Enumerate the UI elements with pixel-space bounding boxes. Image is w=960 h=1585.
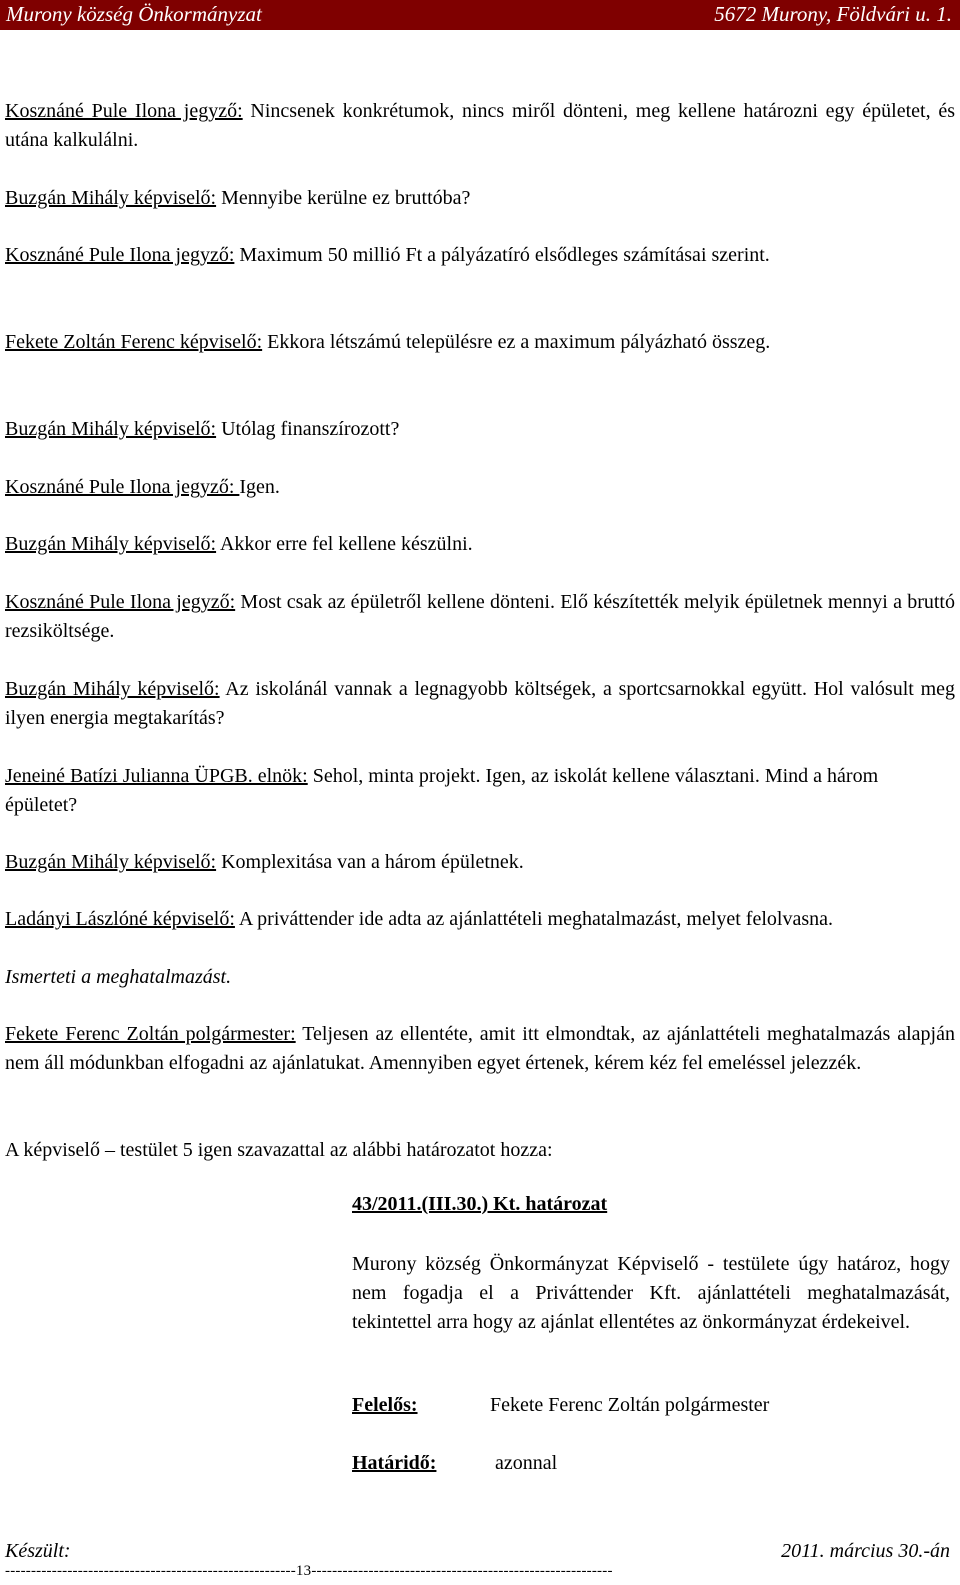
speaker-label: Kosznáné Pule Ilona jegyző: bbox=[5, 244, 235, 266]
minutes-paragraph bbox=[5, 1020, 955, 1078]
minutes-paragraph bbox=[5, 184, 955, 213]
minutes-paragraph bbox=[5, 588, 955, 646]
responsible-value: Fekete Ferenc Zoltán polgármester bbox=[490, 1394, 770, 1416]
speech-text: Utólag finanszírozott? bbox=[216, 418, 400, 440]
speaker-label: Jeneiné Batízi Julianna ÜPGB. elnök: bbox=[5, 765, 308, 787]
speaker-label: Buzgán Mihály képviselő: bbox=[5, 678, 220, 700]
speech-text: Maximum 50 millió Ft a pályázatíró elsődleges számításai szerint. bbox=[234, 244, 770, 266]
header-organization: Murony község Önkormányzat bbox=[6, 2, 262, 26]
resolution-text: Murony község Önkormányzat Képviselő - testülete úgy határoz, hogy nem fogadja el a Priváttender Kft. ajánlattételi meghatalmazását, tekintettel arra hogy az ajánlat ellentétes az önkormányzat érdekeivel. bbox=[352, 1253, 950, 1333]
minutes-paragraph bbox=[5, 328, 955, 357]
speech-text: Igen. bbox=[239, 476, 280, 498]
speaker-label: Kosznáné Pule Ilona jegyző: bbox=[5, 476, 240, 498]
italic-note: Ismerteti a meghatalmazást. bbox=[5, 966, 232, 988]
speaker-label: Buzgán Mihály képviselő: bbox=[5, 533, 217, 555]
header-address: 5672 Murony, Földvári u. 1. bbox=[714, 2, 952, 26]
minutes-paragraph bbox=[5, 762, 955, 820]
speaker-label: Fekete Ferenc Zoltán polgármester: bbox=[5, 1023, 296, 1045]
speech-text: Nincsenek konkrétumok, nincs miről dönteni, meg kellene határozni egy épületet, és utána kalkulálni. bbox=[5, 100, 956, 151]
speech-text: Sehol, minta projekt. Igen, az iskolát kellene választani. Mind a három épületet? bbox=[5, 765, 879, 816]
speaker-label: Ladányi Lászlóné képviselő: bbox=[5, 908, 235, 930]
responsible-label: Felelős: bbox=[352, 1394, 418, 1416]
speech-text: A priváttender ide adta az ajánlattételi meghatalmazást, melyet felolvasna. bbox=[234, 908, 833, 930]
minutes-paragraph bbox=[5, 241, 955, 270]
speech-text: Most csak az épületről kellene dönteni. Elő készítették melyik épületnek mennyi a bruttó rezsiköltsége. bbox=[5, 591, 955, 642]
speaker-label: Buzgán Mihály képviselő: bbox=[5, 418, 217, 440]
footer-date: 2011. március 30.-án bbox=[781, 1540, 950, 1562]
vote-statement: A képviselő – testület 5 igen szavazattal az alábbi határozatot hozza: bbox=[5, 1139, 553, 1161]
speech-text: Teljesen az ellentéte, amit itt elmondtak, az ajánlattételi meghatalmazás alapján nem áll módunkban elfogadni az ajánlatukat. Amennyiben egyet értenek, kérem kéz fel emeléssel jelezzék. bbox=[5, 1023, 955, 1074]
minutes-paragraph bbox=[5, 905, 955, 934]
page-number-line: --------------------------------------------------------13---------------------------------------------------------- bbox=[5, 1563, 613, 1579]
speech-text: Akkor erre fel kellene készülni. bbox=[216, 533, 473, 555]
minutes-paragraph bbox=[5, 848, 955, 877]
speech-text: Mennyibe kerülne ez bruttóba? bbox=[216, 187, 471, 209]
speech-text: Komplexitása van a három épületnek. bbox=[216, 851, 524, 873]
speaker-label: Buzgán Mihály képviselő: bbox=[5, 187, 217, 209]
speaker-label: Kosznáné Pule Ilona jegyző: bbox=[5, 100, 243, 122]
deadline-label: Határidő: bbox=[352, 1452, 437, 1474]
page-header bbox=[0, 0, 960, 30]
speaker-label: Fekete Zoltán Ferenc képviselő: bbox=[5, 331, 263, 353]
deadline-value: azonnal bbox=[495, 1452, 558, 1474]
resolution-title: 43/2011.(III.30.) Kt. határozat bbox=[352, 1193, 608, 1215]
minutes-paragraph bbox=[5, 415, 955, 444]
minutes-paragraph bbox=[5, 675, 955, 733]
speech-text: Ekkora létszámú településre ez a maximum pályázható összeg. bbox=[262, 331, 771, 353]
speaker-label: Buzgán Mihály képviselő: bbox=[5, 851, 217, 873]
minutes-paragraph bbox=[5, 473, 955, 502]
footer-prepared-label: Készült: bbox=[5, 1540, 71, 1562]
speaker-label: Kosznáné Pule Ilona jegyző: bbox=[5, 591, 236, 613]
speech-text: Az iskolánál vannak a legnagyobb költségek, a sportcsarnokkal együtt. Hol valósult meg ilyen energia megtakarítás? bbox=[5, 678, 956, 729]
minutes-paragraph bbox=[5, 530, 955, 559]
minutes-paragraph bbox=[5, 97, 955, 155]
